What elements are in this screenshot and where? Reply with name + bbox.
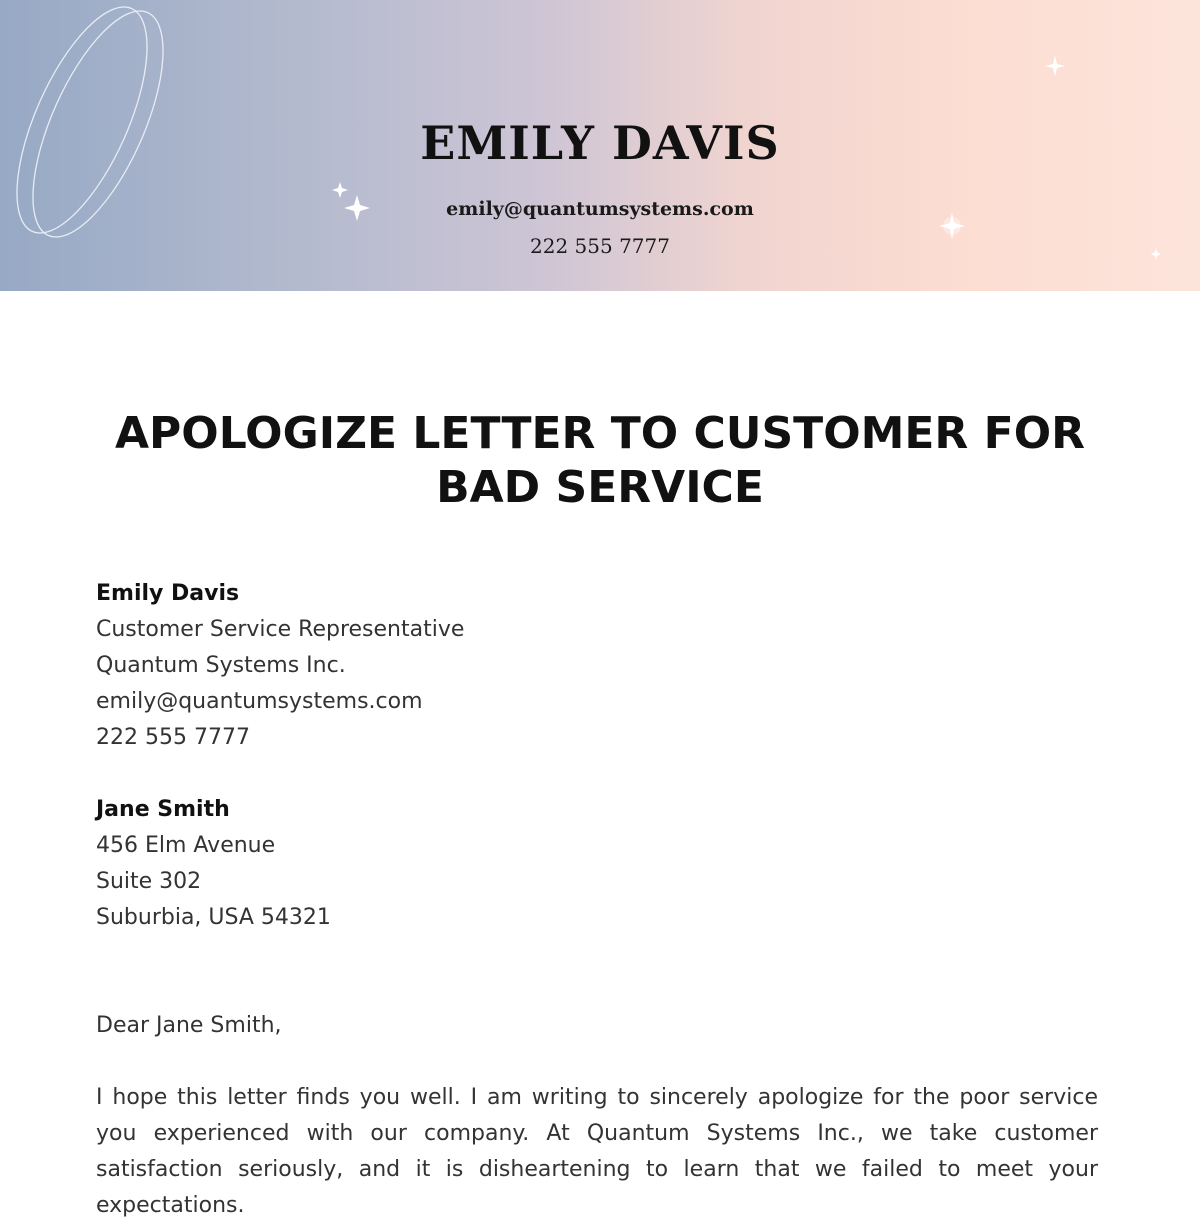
letterhead-banner	[0, 0, 1200, 291]
letter-title: APOLOGIZE LETTER TO CUSTOMER FOR BAD SERVICE	[115, 408, 1085, 513]
sender-block	[96, 576, 1100, 756]
sender-name: Emily Davis	[96, 581, 240, 606]
recipient-block	[96, 792, 1100, 936]
salutation-text: Dear Jane Smith,	[96, 1013, 282, 1038]
sender-phone: 222 555 7777	[96, 725, 250, 750]
body-paragraph: I hope this letter finds you well. I am writing to sincerely apologize for the poor service you experienced with our company. At Quantum Systems Inc., we take customer satisfaction seriously, and it is disheartening to learn that we failed to meet your expectations.	[96, 1085, 1098, 1218]
sender-email: emily@quantumsystems.com	[96, 689, 423, 714]
letterhead-email: emily@quantumsystems.com	[446, 198, 754, 220]
recipient-address-line1: 456 Elm Avenue	[96, 833, 276, 858]
letterhead-phone: 222 555 7777	[530, 234, 670, 258]
recipient-city-line: Suburbia, USA 54321	[96, 905, 331, 930]
letterhead-name: EMILY DAVIS	[420, 116, 780, 170]
sender-company: Quantum Systems Inc.	[96, 653, 346, 678]
salutation	[96, 1008, 1100, 1044]
recipient-address-line2: Suite 302	[96, 869, 202, 894]
recipient-name: Jane Smith	[96, 797, 230, 822]
sparkle-icon	[1045, 56, 1065, 76]
sender-position: Customer Service Representative	[96, 617, 465, 642]
